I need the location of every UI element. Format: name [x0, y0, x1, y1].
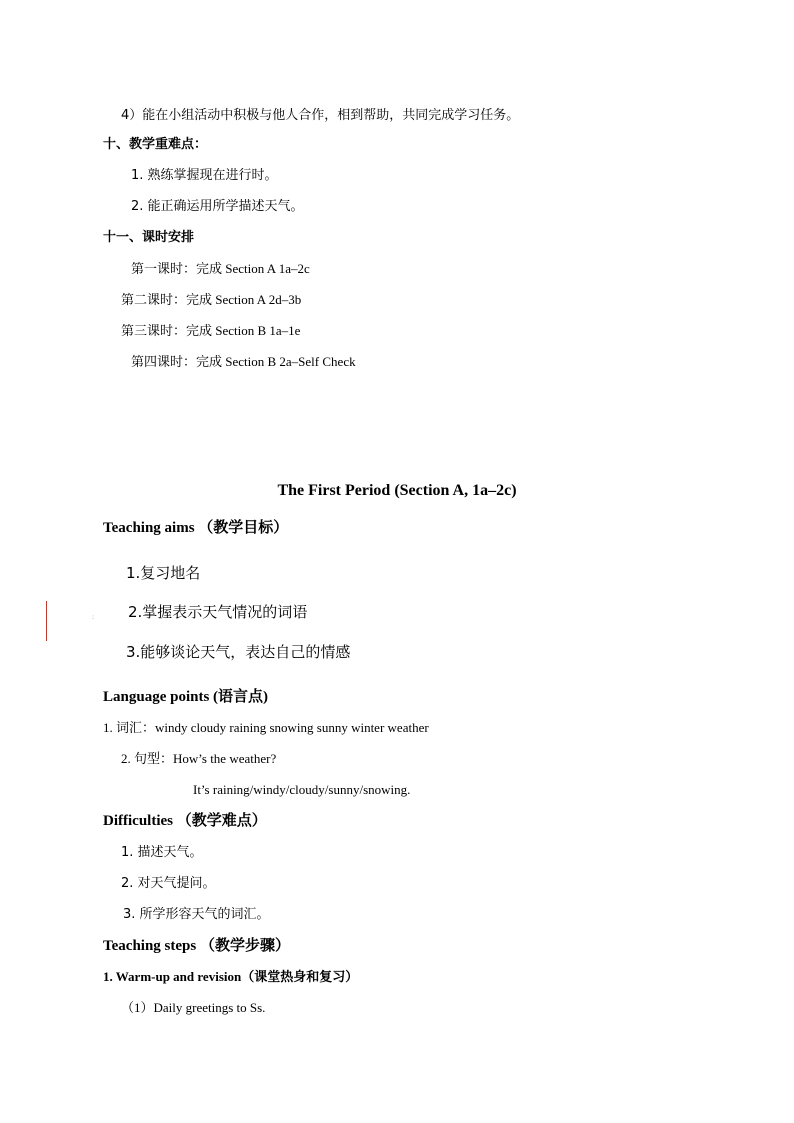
key-points-heading: 十、教学重难点： [103, 137, 208, 152]
difficulty-item: 1. 描述天气。 [121, 845, 203, 860]
period-title: The First Period (Section A, 1a–2c) [277, 482, 517, 499]
intro-item-4: 4）能在小组活动中积极与他人合作，相到帮助，共同完成学习任务。 [121, 108, 520, 123]
aim-item: 2.掌握表示天气情况的词语 [128, 603, 308, 621]
sentence-answer: It’s raining/windy/cloudy/sunny/snowing. [193, 782, 411, 797]
teaching-steps-heading: Teaching steps （教学步骤） [103, 938, 290, 954]
language-points-heading: Language points (语言点) [103, 689, 269, 705]
vocab-line: 1. 词汇：windy cloudy raining snowing sunny winter weather [103, 720, 429, 735]
difficulty-item: 3. 所学形容天气的词汇。 [123, 907, 270, 922]
aim-item: 3.能够谈论天气，表达自己的情感 [126, 643, 351, 661]
aim-item: 1.复习地名 [126, 564, 201, 582]
key-point-item: 2. 能正确运用所学描述天气。 [131, 199, 304, 214]
difficulties-heading: Difficulties （教学难点） [103, 813, 267, 829]
step-1-heading: 1. Warm-up and revision（课堂热身和复习） [103, 969, 359, 984]
schedule-item: 第二课时：完成 Section A 2d–3b [121, 292, 302, 307]
margin-mark: : [92, 613, 94, 621]
schedule-item: 第三课时：完成 Section B 1a–1e [121, 323, 301, 338]
schedule-item: 第一课时：完成 Section A 1a–2c [131, 261, 310, 276]
difficulty-item: 2. 对天气提问。 [121, 876, 216, 891]
schedule-heading: 十一、课时安排 [103, 230, 195, 245]
sentence-line: 2. 句型：How’s the weather? [121, 751, 277, 766]
teaching-aims-heading: Teaching aims （教学目标） [103, 520, 289, 536]
schedule-item: 第四课时：完成 Section B 2a–Self Check [131, 354, 356, 369]
step-1-item: （1）Daily greetings to Ss. [121, 1000, 266, 1015]
margin-bar [46, 601, 47, 641]
key-point-item: 1. 熟练掌握现在进行时。 [131, 168, 278, 183]
